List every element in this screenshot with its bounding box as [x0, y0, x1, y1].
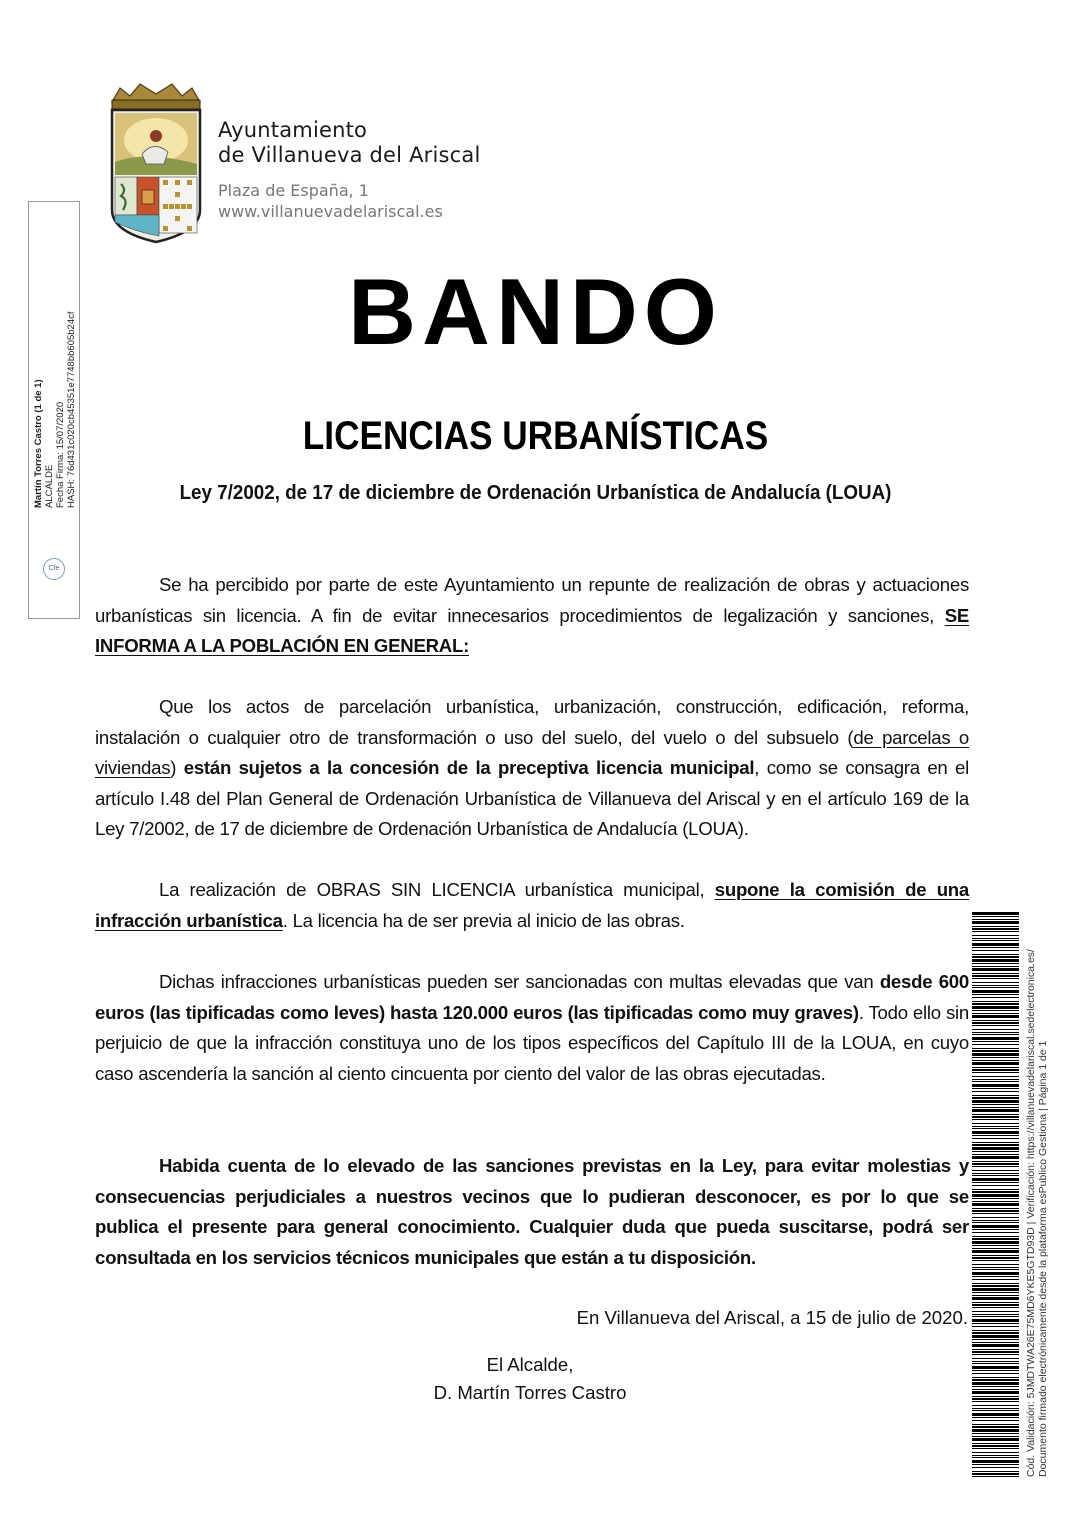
announcement-emphasis: SE INFORMA A LA POBLACIÓN EN GENERAL: — [95, 604, 969, 657]
underlined-text: de parcelas o viviendas — [95, 726, 969, 779]
stamp-hash: HASH: 76d431c020cb45351e7748bb605b24cf — [66, 311, 77, 508]
infraction-emphasis: supone la comisión de una infracción urbanística — [95, 879, 969, 931]
paragraph-conclusion — [95, 1151, 969, 1273]
fines-emphasis: desde 600 euros (las tipificadas como leves) hasta 120.000 euros (las tipificadas como muy graves) — [95, 971, 969, 1023]
paragraph-text: Habida cuenta de lo elevado de las sanciones previstas en la Ley, para evitar molestias y consecuencias perjudiciales a nuestros vecinos que lo pudieran desconocer, es por lo que se publica el presente para general conocimiento. Cualquier duda que pueda suscitarse, podrá ser consultada en los servicios técnicos municipales que están a tu disposición. — [95, 1155, 969, 1268]
stamp-position: ALCALDE — [44, 464, 55, 508]
barcode-icon — [972, 912, 1019, 1477]
law-reference: Ley 7/2002, de 17 de diciembre de Ordenación Urbanística de Andalucía (LOUA) — [179, 482, 892, 504]
paragraph-fines — [95, 967, 969, 1089]
electronic-signature-stamp — [28, 201, 80, 619]
paragraph-infraction — [95, 875, 969, 936]
bold-text: están sujetos a la concesión de la preceptiva licencia municipal — [183, 757, 755, 779]
paragraph-text: ) — [170, 757, 184, 779]
signature-details — [33, 208, 77, 508]
org-name-line2: de Villanueva del Ariscal — [218, 143, 481, 167]
document-subtitle: LICENCIAS URBANÍSTICAS — [302, 414, 769, 458]
org-website: www.villanuevadelariscal.es — [218, 202, 443, 221]
seal-icon: Cfe — [43, 558, 65, 580]
document-title: BANDO — [348, 259, 723, 364]
organization-info — [218, 118, 481, 222]
org-name-line1: Ayuntamiento — [218, 118, 368, 142]
stamp-signer: Martín Torres Castro (1 de 1) — [33, 379, 44, 508]
stamp-date: Fecha Firma: 15/07/2020 — [55, 401, 66, 508]
signature-block — [420, 1351, 640, 1407]
paragraph-text: Se ha percibido por parte de este Ayuntamiento un repunte de realización de obras y actuaciones urbanísticas sin licencia. A fin de evitar innecesarios procedimientos de legalización y sanciones, — [95, 574, 969, 626]
paragraph-text: La realización de OBRAS SIN LICENCIA urbanística municipal, — [159, 879, 715, 900]
paragraph-text: Dichas infracciones urbanísticas pueden ser sancionadas con multas elevadas que van — [159, 971, 880, 992]
platform-notice: Documento firmado electrónicamente desde la plataforma esPublico Gestiona | Página 1 de 1 — [1037, 1040, 1049, 1477]
paragraph-text: . La licencia ha de ser previa al inicio de las obras. — [282, 909, 685, 931]
paragraph-license-requirement — [95, 692, 969, 845]
verification-info — [1025, 907, 1049, 1477]
paragraph-text: Que los actos de parcelación urbanística, urbanización, construcción, edificación, reforma, instalación o cualquier otro de transformación o uso del suelo, del vuelo o del subsuelo ( — [95, 696, 969, 748]
coat-of-arms-icon — [106, 80, 206, 245]
place-and-date: En Villanueva del Ariscal, a 15 de julio de 2020. — [576, 1307, 968, 1328]
org-address: Plaza de España, 1 — [218, 181, 369, 200]
validation-code: Cód. Validación: 5JMDTWA26E75MD6YKE5GTD93D | Verificación: https://villanuevadelariscal.sedelectronica.es/ — [1025, 949, 1037, 1477]
signer-role: El Alcalde, — [486, 1354, 574, 1375]
paragraph-intro — [95, 570, 969, 662]
paragraph-text: . Todo ello sin perjuicio de que la infracción constituya uno de los tipos específicos del Capítulo III de la LOUA, en cuyo caso ascendería la sanción al ciento cincuenta por ciento del valor de las obras ejecutadas. — [95, 1001, 970, 1084]
letterhead — [104, 80, 519, 245]
paragraph-text: , como se consagra en el artículo I.48 del Plan General de Ordenación Urbanística de Villanueva del Ariscal y en el artículo 169 de la Ley 7/2002, de 17 de diciembre de Ordenación Urbanística de Andalucía (LOUA). — [95, 757, 969, 840]
signer-name: D. Martín Torres Castro — [433, 1382, 627, 1403]
